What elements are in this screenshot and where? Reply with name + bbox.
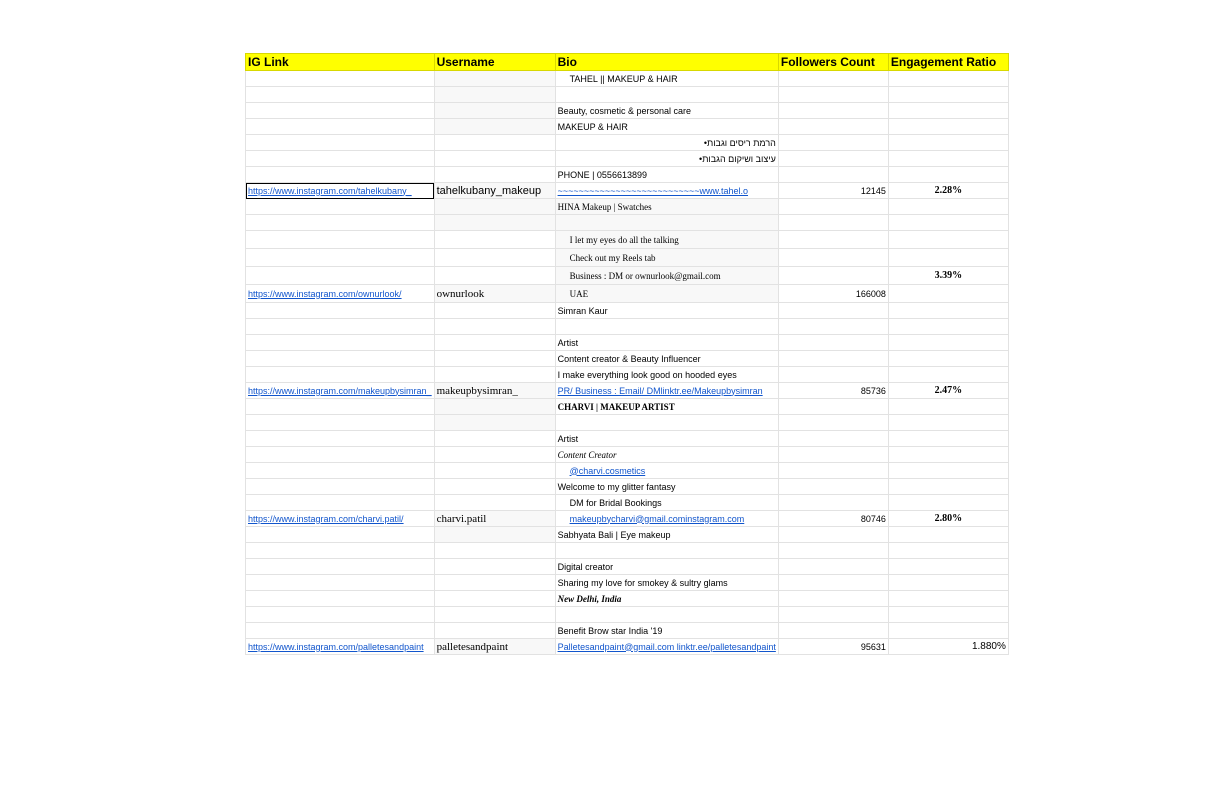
username-cell[interactable] [434, 151, 555, 167]
followers-count-cell[interactable] [778, 351, 888, 367]
followers-count-cell[interactable]: 80746 [778, 511, 888, 527]
ig-link-cell[interactable] [246, 231, 435, 249]
engagement-ratio-cell[interactable] [888, 103, 1008, 119]
ig-link-cell-link[interactable]: https://www.instagram.com/charvi.patil/ [248, 513, 404, 524]
username-cell[interactable] [434, 495, 555, 511]
table-row [246, 495, 1009, 511]
bio-cell[interactable]: Check out my Reels tab [555, 249, 778, 267]
table-row [246, 285, 1009, 303]
ig-link-cell[interactable] [246, 103, 435, 119]
table-row [246, 183, 1009, 199]
bio-cell[interactable]: Artist [555, 335, 778, 351]
engagement-ratio-cell[interactable] [888, 303, 1008, 319]
engagement-ratio-cell[interactable] [888, 249, 1008, 267]
bio-cell[interactable]: TAHEL || MAKEUP & HAIR [555, 71, 778, 87]
username-cell[interactable] [434, 367, 555, 383]
username-cell[interactable]: charvi.patil [434, 511, 555, 527]
bio-cell[interactable]: CHARVI | MAKEUP ARTIST [555, 399, 778, 415]
header-username[interactable]: Username [434, 54, 555, 71]
header-row [246, 54, 1009, 71]
bio-cell[interactable] [555, 607, 778, 623]
ig-link-cell[interactable] [246, 607, 435, 623]
ig-link-cell[interactable] [246, 399, 435, 415]
ig-link-cell-link[interactable]: https://www.instagram.com/ownurlook/ [248, 288, 402, 299]
engagement-ratio-cell[interactable] [888, 335, 1008, 351]
header-followers-count[interactable]: Followers Count [778, 54, 888, 71]
engagement-ratio-cell[interactable] [888, 623, 1008, 639]
ig-link-cell[interactable] [246, 87, 435, 103]
username-cell[interactable] [434, 623, 555, 639]
followers-count-cell[interactable] [778, 495, 888, 511]
bio-cell[interactable]: •הרמת ריסים וגבות [555, 135, 778, 151]
engagement-ratio-cell[interactable] [888, 447, 1008, 463]
engagement-ratio-cell[interactable]: 2.28% [888, 183, 1008, 199]
bio-cell[interactable]: HINA Makeup | Swatches [555, 199, 778, 215]
engagement-ratio-cell[interactable] [888, 591, 1008, 607]
username-cell[interactable] [434, 215, 555, 231]
ig-link-cell[interactable] [246, 447, 435, 463]
engagement-ratio-cell[interactable] [888, 495, 1008, 511]
bio-cell[interactable] [555, 511, 778, 527]
followers-count-cell[interactable] [778, 479, 888, 495]
ig-link-cell[interactable] [246, 623, 435, 639]
followers-count-cell[interactable] [778, 367, 888, 383]
bio-cell[interactable]: Digital creator [555, 559, 778, 575]
followers-count-cell[interactable] [778, 249, 888, 267]
followers-count-cell[interactable] [778, 575, 888, 591]
header-ig-link[interactable]: IG Link [246, 54, 435, 71]
bio-cell[interactable]: Beauty, cosmetic & personal care [555, 103, 778, 119]
ig-link-cell-link[interactable]: https://www.instagram.com/makeupbysimran_ [248, 385, 432, 396]
ig-link-cell[interactable] [246, 639, 435, 655]
bio-cell-link[interactable]: makeupbycharvi@gmail.cominstagram.com [569, 513, 745, 524]
ig-link-cell[interactable] [246, 285, 435, 303]
table-row [246, 607, 1009, 623]
username-cell[interactable] [434, 351, 555, 367]
ig-link-cell[interactable] [246, 559, 435, 575]
bio-cell[interactable]: DM for Bridal Bookings [555, 495, 778, 511]
username-cell[interactable] [434, 135, 555, 151]
username-cell[interactable] [434, 607, 555, 623]
username-cell[interactable] [434, 399, 555, 415]
ig-link-cell[interactable] [246, 591, 435, 607]
ig-link-cell[interactable] [246, 575, 435, 591]
bio-cell[interactable]: I let my eyes do all the talking [555, 231, 778, 249]
bio-cell[interactable]: New Delhi, India [555, 591, 778, 607]
bio-cell[interactable]: I make everything look good on hooded eyes [555, 367, 778, 383]
username-cell[interactable]: ownurlook [434, 285, 555, 303]
table-row [246, 249, 1009, 267]
table-row [246, 479, 1009, 495]
bio-cell-link[interactable]: @charvi.cosmetics [569, 465, 646, 476]
followers-count-cell[interactable] [778, 119, 888, 135]
ig-link-cell[interactable] [246, 267, 435, 285]
followers-count-cell[interactable] [778, 527, 888, 543]
followers-count-cell[interactable] [778, 135, 888, 151]
engagement-ratio-cell[interactable] [888, 367, 1008, 383]
bio-cell[interactable]: Sharing my love for smokey & sultry glams [555, 575, 778, 591]
table-row [246, 383, 1009, 399]
header-bio[interactable]: Bio [555, 54, 778, 71]
bio-cell[interactable] [555, 87, 778, 103]
ig-link-cell[interactable] [246, 351, 435, 367]
ig-link-cell[interactable] [246, 367, 435, 383]
engagement-ratio-cell[interactable] [888, 431, 1008, 447]
username-cell[interactable] [434, 167, 555, 183]
bio-cell[interactable]: Benefit Brow star India '19 [555, 623, 778, 639]
bio-cell[interactable]: MAKEUP & HAIR [555, 119, 778, 135]
followers-count-cell[interactable] [778, 231, 888, 249]
followers-count-cell[interactable] [778, 335, 888, 351]
ig-link-cell[interactable] [246, 511, 435, 527]
bio-cell[interactable]: Sabhyata Bali | Eye makeup [555, 527, 778, 543]
engagement-ratio-cell[interactable] [888, 463, 1008, 479]
ig-link-cell[interactable] [246, 431, 435, 447]
bio-cell[interactable]: Content creator & Beauty Influencer [555, 351, 778, 367]
spreadsheet-table [245, 53, 1009, 655]
username-cell[interactable] [434, 87, 555, 103]
table-row [246, 351, 1009, 367]
bio-cell-link[interactable]: PR/ Business : Email/ DMlinktr.ee/Makeupbysimran [557, 385, 763, 396]
followers-count-cell[interactable] [778, 607, 888, 623]
bio-cell[interactable]: Content Creator [555, 447, 778, 463]
ig-link-cell[interactable] [246, 335, 435, 351]
engagement-ratio-cell[interactable]: 3.39% [888, 267, 1008, 285]
table-row [246, 463, 1009, 479]
table-row [246, 199, 1009, 215]
followers-count-cell[interactable]: 166008 [778, 285, 888, 303]
followers-count-cell[interactable] [778, 431, 888, 447]
table-row [246, 431, 1009, 447]
ig-link-cell[interactable] [246, 151, 435, 167]
username-cell[interactable]: makeupbysimran_ [434, 383, 555, 399]
bio-cell[interactable] [555, 463, 778, 479]
ig-link-cell[interactable] [246, 249, 435, 267]
table-row [246, 367, 1009, 383]
followers-count-cell[interactable] [778, 319, 888, 335]
ig-link-cell[interactable] [246, 463, 435, 479]
username-cell[interactable]: palletesandpaint [434, 639, 555, 655]
username-cell[interactable] [434, 103, 555, 119]
bio-cell[interactable]: Business : DM or ownurlook@gmail.com [555, 267, 778, 285]
ig-link-cell[interactable] [246, 495, 435, 511]
followers-count-cell[interactable] [778, 87, 888, 103]
followers-count-cell[interactable] [778, 591, 888, 607]
username-cell[interactable] [434, 303, 555, 319]
ig-link-cell[interactable] [246, 167, 435, 183]
table-row [246, 511, 1009, 527]
bio-cell[interactable]: •עיצוב ושיקום הגבות [555, 151, 778, 167]
username-cell[interactable] [434, 119, 555, 135]
username-cell[interactable] [434, 527, 555, 543]
ig-link-cell[interactable] [246, 303, 435, 319]
ig-link-cell[interactable] [246, 543, 435, 559]
ig-link-cell[interactable] [246, 183, 435, 199]
followers-count-cell[interactable]: 12145 [778, 183, 888, 199]
engagement-ratio-cell[interactable]: 2.80% [888, 511, 1008, 527]
username-cell[interactable] [434, 479, 555, 495]
table-row [246, 87, 1009, 103]
bio-cell[interactable] [555, 383, 778, 399]
engagement-ratio-cell[interactable] [888, 71, 1008, 87]
table-row [246, 71, 1009, 87]
followers-count-cell[interactable] [778, 267, 888, 285]
ig-link-cell[interactable] [246, 415, 435, 431]
engagement-ratio-cell[interactable] [888, 351, 1008, 367]
followers-count-cell[interactable] [778, 215, 888, 231]
ig-link-cell[interactable] [246, 199, 435, 215]
bio-cell[interactable]: Welcome to my glitter fantasy [555, 479, 778, 495]
table-row [246, 591, 1009, 607]
ig-link-cell[interactable] [246, 135, 435, 151]
table-row [246, 623, 1009, 639]
engagement-ratio-cell[interactable] [888, 527, 1008, 543]
bio-cell-link[interactable]: Palletesandpaint@gmail.com linktr.ee/palletesandpaint [557, 641, 776, 652]
engagement-ratio-cell[interactable] [888, 543, 1008, 559]
ig-link-cell[interactable] [246, 319, 435, 335]
engagement-ratio-cell[interactable] [888, 575, 1008, 591]
bio-cell[interactable] [555, 319, 778, 335]
username-cell[interactable] [434, 591, 555, 607]
engagement-ratio-cell[interactable] [888, 607, 1008, 623]
bio-cell[interactable] [555, 639, 778, 655]
engagement-ratio-cell[interactable] [888, 167, 1008, 183]
username-cell[interactable] [434, 415, 555, 431]
ig-link-cell[interactable] [246, 71, 435, 87]
ig-link-cell[interactable] [246, 215, 435, 231]
bio-cell[interactable]: Simran Kaur [555, 303, 778, 319]
username-cell[interactable] [434, 319, 555, 335]
username-cell[interactable] [434, 463, 555, 479]
ig-link-cell-link[interactable]: https://www.instagram.com/tahelkubany_ [248, 185, 412, 196]
engagement-ratio-cell[interactable] [888, 151, 1008, 167]
engagement-ratio-cell[interactable] [888, 199, 1008, 215]
followers-count-cell[interactable] [778, 151, 888, 167]
username-cell[interactable] [434, 559, 555, 575]
table-row [246, 527, 1009, 543]
followers-count-cell[interactable] [778, 103, 888, 119]
engagement-ratio-cell[interactable] [888, 559, 1008, 575]
bio-cell[interactable] [555, 183, 778, 199]
username-cell[interactable] [434, 249, 555, 267]
bio-cell[interactable] [555, 543, 778, 559]
followers-count-cell[interactable]: 85736 [778, 383, 888, 399]
followers-count-cell[interactable] [778, 415, 888, 431]
table-row [246, 639, 1009, 655]
engagement-ratio-cell[interactable] [888, 231, 1008, 249]
ig-link-cell[interactable] [246, 527, 435, 543]
followers-count-cell[interactable]: 95631 [778, 639, 888, 655]
engagement-ratio-cell[interactable] [888, 319, 1008, 335]
bio-cell[interactable]: Artist [555, 431, 778, 447]
username-cell[interactable] [434, 335, 555, 351]
table-row [246, 575, 1009, 591]
table-row [246, 135, 1009, 151]
engagement-ratio-cell[interactable] [888, 215, 1008, 231]
engagement-ratio-cell[interactable] [888, 415, 1008, 431]
followers-count-cell[interactable] [778, 623, 888, 639]
ig-link-cell[interactable] [246, 479, 435, 495]
username-cell[interactable] [434, 71, 555, 87]
username-cell[interactable] [434, 199, 555, 215]
followers-count-cell[interactable] [778, 199, 888, 215]
username-cell[interactable] [434, 543, 555, 559]
table-row [246, 303, 1009, 319]
table-row [246, 267, 1009, 285]
engagement-ratio-cell[interactable]: 1.880% [888, 639, 1008, 655]
engagement-ratio-cell[interactable] [888, 399, 1008, 415]
followers-count-cell[interactable] [778, 303, 888, 319]
username-cell[interactable] [434, 447, 555, 463]
engagement-ratio-cell[interactable] [888, 87, 1008, 103]
followers-count-cell[interactable] [778, 71, 888, 87]
username-cell[interactable] [434, 431, 555, 447]
table-row [246, 335, 1009, 351]
followers-count-cell[interactable] [778, 447, 888, 463]
followers-count-cell[interactable] [778, 463, 888, 479]
username-cell[interactable]: tahelkubany_makeup [434, 183, 555, 199]
ig-link-cell[interactable] [246, 383, 435, 399]
header-engagement-ratio[interactable]: Engagement Ratio [888, 54, 1008, 71]
followers-count-cell[interactable] [778, 559, 888, 575]
table-row [246, 231, 1009, 249]
bio-cell[interactable]: PHONE | 0556613899 [555, 167, 778, 183]
engagement-ratio-cell[interactable] [888, 119, 1008, 135]
table-row [246, 167, 1009, 183]
bio-cell[interactable] [555, 215, 778, 231]
bio-cell-link[interactable]: ~~~~~~~~~~~~~~~~~~~~~~~~~~~www.tahel.o [557, 185, 749, 196]
engagement-ratio-cell[interactable] [888, 135, 1008, 151]
bio-cell[interactable]: UAE [555, 285, 778, 303]
engagement-ratio-cell[interactable]: 2.47% [888, 383, 1008, 399]
table-row [246, 399, 1009, 415]
followers-count-cell[interactable] [778, 543, 888, 559]
table-row [246, 543, 1009, 559]
bio-cell[interactable] [555, 415, 778, 431]
table-row [246, 319, 1009, 335]
table-body [246, 71, 1009, 655]
table-row [246, 151, 1009, 167]
table-row [246, 447, 1009, 463]
ig-link-cell[interactable] [246, 119, 435, 135]
table-row [246, 103, 1009, 119]
engagement-ratio-cell[interactable] [888, 285, 1008, 303]
table-row [246, 119, 1009, 135]
table-row [246, 559, 1009, 575]
followers-count-cell[interactable] [778, 399, 888, 415]
ig-link-cell-link[interactable]: https://www.instagram.com/palletesandpaint [248, 641, 424, 652]
username-cell[interactable] [434, 267, 555, 285]
username-cell[interactable] [434, 575, 555, 591]
engagement-ratio-cell[interactable] [888, 479, 1008, 495]
followers-count-cell[interactable] [778, 167, 888, 183]
table-row [246, 215, 1009, 231]
username-cell[interactable] [434, 231, 555, 249]
table-row [246, 415, 1009, 431]
